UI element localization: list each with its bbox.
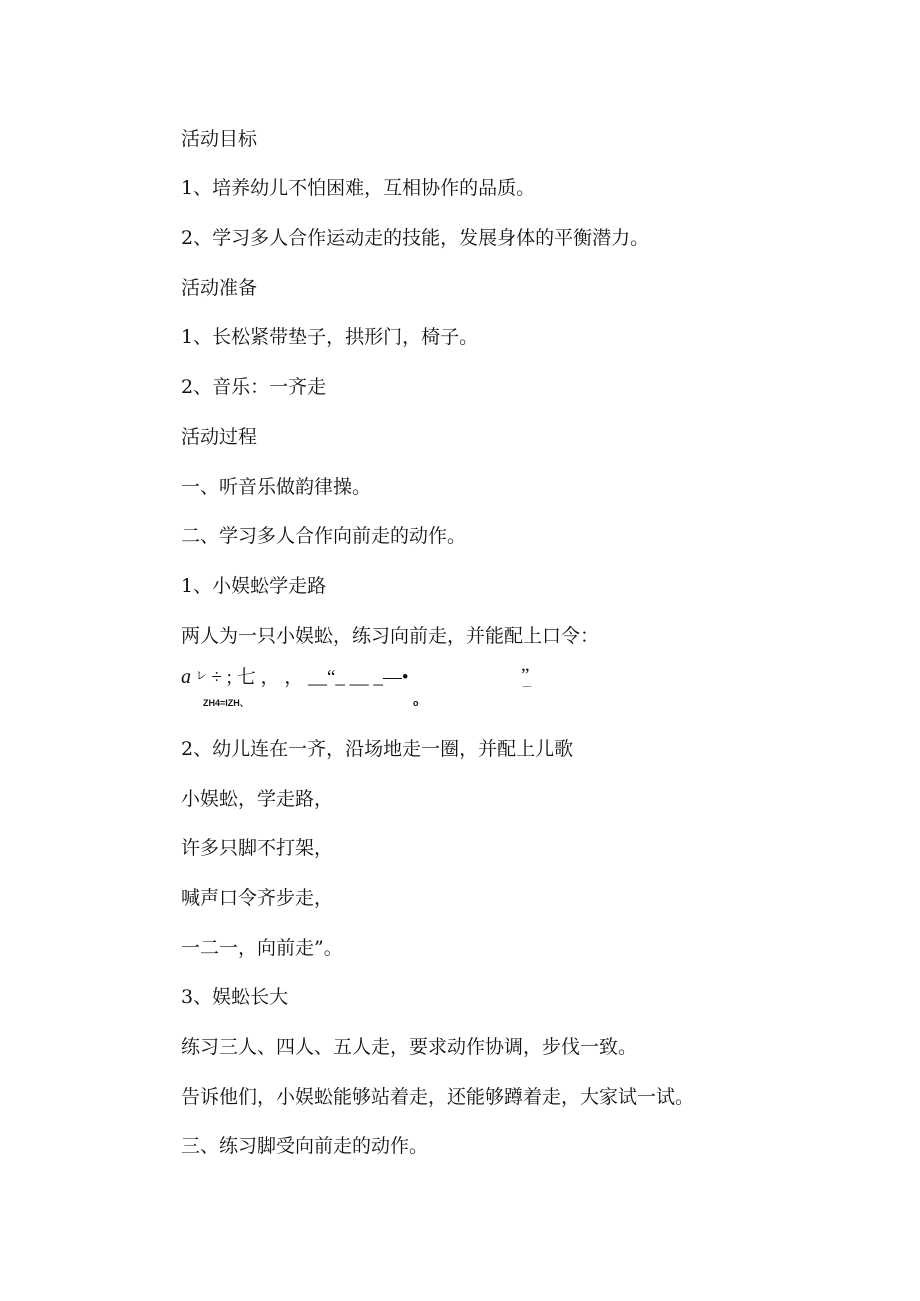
formula-italic-a: a bbox=[181, 666, 191, 688]
formula-main-text: ÷ ; 七 ， ， __“_ __ _—• bbox=[211, 667, 409, 688]
instruction-stand-squat: 告诉他们，小娱蚣能够站着走，还能够蹲着走，大家试一试。 bbox=[181, 1086, 695, 1108]
preparation-item-2: 2、音乐：一齐走 bbox=[181, 376, 327, 398]
substep-connect-and-walk: 2、幼儿连在一齐，沿场地走一圈，并配上儿歌 bbox=[181, 738, 574, 760]
substep-centipede-grows: 3、娱蚣长大 bbox=[181, 986, 289, 1008]
formula-under-dash: ‾‾ bbox=[523, 685, 531, 699]
heading-activity-goals: 活动目标 bbox=[181, 128, 258, 150]
heading-activity-process: 活动过程 bbox=[181, 426, 258, 448]
formula-main-line bbox=[181, 664, 409, 690]
substep-little-centipede-walk: 1、小娱蚣学走路 bbox=[181, 575, 327, 597]
rhyme-line-2: 许多只脚不打架， bbox=[181, 837, 334, 859]
formula-subscript: ZH4=IZH、 bbox=[203, 698, 249, 708]
formula-small-glyph: ㆑ bbox=[195, 670, 207, 682]
rhyme-line-4: 一二一，向前走”。 bbox=[181, 937, 343, 959]
preparation-item-1: 1、长松紧带垫子，拱形门，椅子。 bbox=[181, 326, 479, 348]
rhyme-line-1: 小娱蚣，学走路， bbox=[181, 788, 334, 810]
instruction-pair-walk: 两人为一只小娱蚣，练习向前走，并能配上口令： bbox=[181, 625, 600, 647]
formula-subscript-o: o bbox=[413, 698, 419, 708]
rhyme-line-3: 喊声口令齐步走， bbox=[181, 887, 334, 909]
process-step-1: 一、听音乐做韵律操。 bbox=[181, 476, 372, 498]
process-step-3: 三、练习脚受向前走的动作。 bbox=[181, 1135, 429, 1157]
process-step-2: 二、学习多人合作向前走的动作。 bbox=[181, 525, 467, 547]
formula-close-quote: ” bbox=[521, 665, 530, 686]
heading-activity-preparation: 活动准备 bbox=[181, 277, 258, 299]
goal-item-2: 2、学习多人合作运动走的技能，发展身体的平衡潜力。 bbox=[181, 227, 650, 249]
goal-item-1: 1、培养幼儿不怕困难，互相协作的品质。 bbox=[181, 177, 536, 199]
garbled-formula bbox=[181, 664, 741, 714]
instruction-multi-person-walk: 练习三人、四人、五人走，要求动作协调，步伐一致。 bbox=[181, 1036, 638, 1058]
